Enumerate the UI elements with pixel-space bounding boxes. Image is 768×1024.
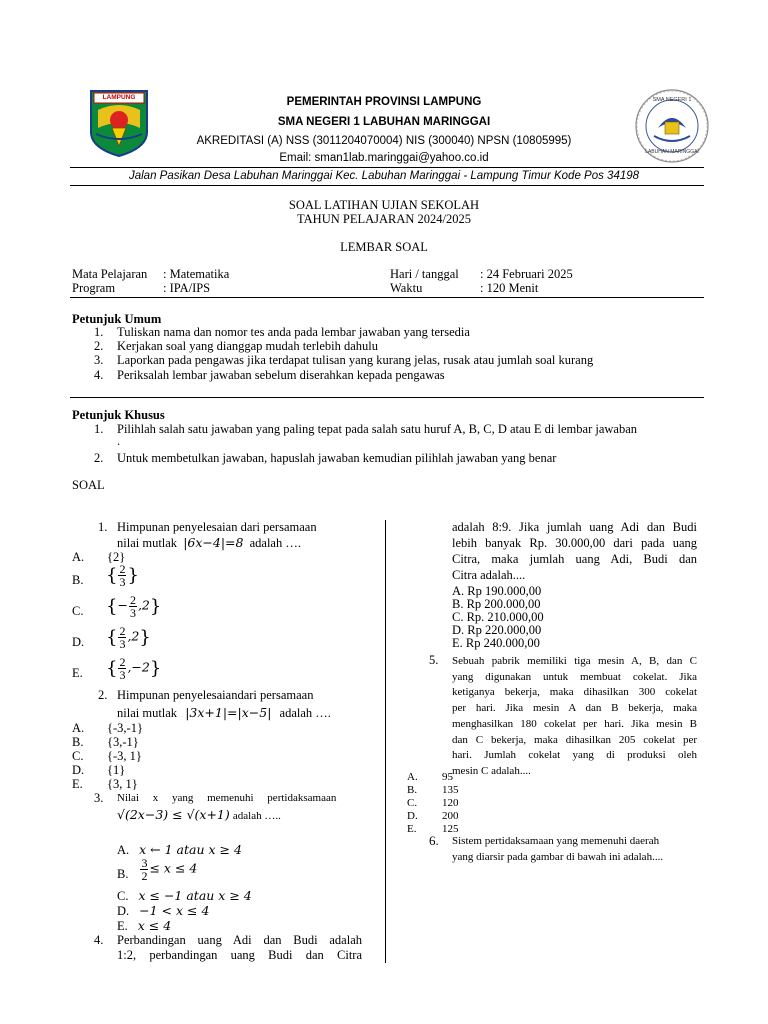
q4-line5: Citra, maka jumlah uang Adi, Budi dan	[452, 552, 697, 566]
q1-option-e-letter: E.	[72, 666, 83, 680]
letterhead-school: SMA NEGERI 1 LABUHAN MARINGGAI	[277, 116, 491, 128]
list-item: B. 135	[407, 784, 459, 796]
q1-option-a-letter: A.	[72, 550, 85, 564]
time-value: : 120 Menit	[480, 281, 539, 295]
school-emblem-text-top: SMA NEGERI 1	[652, 97, 692, 103]
list-item: A. Rp 190.000,00	[452, 584, 542, 598]
letterhead-top-rule	[70, 167, 704, 168]
q6-line1: Sistem pertidaksamaan yang memenuhi daerah	[452, 835, 660, 847]
q1-number: 1.	[98, 520, 108, 534]
q2-line2: nilai mutlak |3x+1|=|x−5| adalah ….	[117, 705, 331, 720]
q1-line1: Himpunan penyelesaian dari persamaan	[117, 520, 317, 534]
special-instructions-title: Petunjuk Khusus	[72, 408, 165, 422]
q6-line2: yang diarsir pada gambar di bawah ini adalah....	[452, 851, 664, 863]
q5-number: 5.	[429, 653, 439, 667]
program-value: : IPA/IPS	[163, 281, 211, 295]
q2-equation: |3x+1|=|x−5|	[185, 705, 272, 720]
instructions-rule	[70, 397, 704, 398]
q3-option-d: D. −1 < x ≤ 4	[117, 903, 210, 918]
letterhead-email: Email: sman1lab.maringgai@yahoo.co.id	[279, 152, 489, 164]
q1-option-b-letter: B.	[72, 573, 84, 587]
list-item: A. {-3,-1}	[72, 721, 143, 735]
q1-option-c: {− $\frac{2}{3}$ ,2}	[106, 593, 162, 620]
time-label: Waktu	[390, 281, 423, 295]
subject-label: Mata Pelajaran	[72, 267, 148, 281]
date-value: : 24 Februari 2025	[480, 267, 573, 281]
q1-line2: nilai mutlak |6x−4|=8 adalah ….	[117, 535, 301, 550]
list-item: B. {3,-1}	[72, 735, 139, 749]
sheet-title: LEMBAR SOAL	[340, 240, 428, 254]
q4-line4: lebih banyak Rp. 30.000,00 dari pada uang	[452, 536, 697, 550]
q3-line1: Nilai x yang memenuhi pertidaksamaan	[117, 792, 337, 804]
list-item: D. 200	[407, 810, 459, 822]
letterhead-province: PEMERINTAH PROVINSI LAMPUNG	[286, 96, 482, 108]
list-item: C. Rp. 210.000,00	[452, 610, 544, 624]
exam-year: TAHUN PELAJARAN 2024/2025	[297, 212, 471, 226]
program-label: Program	[72, 281, 116, 295]
letterhead-bottom-rule	[70, 185, 704, 186]
general-instructions-title: Petunjuk Umum	[72, 312, 162, 326]
list-item: C. {-3, 1}	[72, 749, 142, 763]
list-item: E. 125	[407, 823, 459, 835]
q1-option-e: { $\frac{2}{3}$ ,−2}	[106, 655, 162, 682]
q5-text: Sebuah pabrik memiliki tiga mesin A, B, dan C yang digunakan untuk membuat cokelat. Jika ketiganya bekerja, maka dihasilkan 300 cokelat per hari. Jika mesin A dan B bekerja, maka menghasilkan 180 cokelat per hari. Jika mesin B dan C bekerja, maka dihasilkan 205 cokelat per hari. Jumlah cokelat yang di produksi oleh mesin C adalah....	[452, 655, 697, 777]
list-item: A. 95	[407, 771, 453, 783]
q1-option-c-letter: C.	[72, 604, 84, 618]
q4-line1: Perbandingan uang Adi dan Budi adalah	[117, 933, 362, 947]
q3-line2: √(2x−3) ≤ √(x+1) adalah …..	[117, 807, 281, 822]
q1-equation: |6x−4|=8	[183, 535, 244, 550]
list-item: D. {1}	[72, 763, 126, 777]
list-item: D. Rp 220.000,00	[452, 623, 542, 637]
q2-number: 2.	[98, 688, 108, 702]
list-item: E. {3, 1}	[72, 777, 138, 791]
q4-line2: 1:2, perbandingan uang Budi dan Citra	[117, 948, 362, 962]
q1-option-a: {2}	[107, 550, 126, 564]
exam-title: SOAL LATIHAN UJIAN SEKOLAH	[288, 198, 480, 212]
q3-number: 3.	[94, 791, 104, 805]
list-item: E. Rp 240.000,00	[452, 636, 540, 650]
list-item: B. Rp 200.000,00	[452, 597, 541, 611]
q3-option-c: C. x ≤ −1 atau x ≥ 4	[117, 888, 252, 903]
q6-number: 6.	[429, 833, 439, 848]
q3-option-a: A. x ← 1 atau x ≥ 4	[117, 842, 242, 857]
letterhead-address: Jalan Pasikan Desa Labuhan Maringgai Kec. Labuhan Maringgai - Lampung Timur Kode Pos 34198	[128, 170, 640, 182]
date-label: Hari / tanggal	[390, 267, 459, 281]
letterhead-accreditation: AKREDITASI (A) NSS (3011204070004) NIS (300040) NPSN (10805995)	[196, 135, 572, 147]
stray-dot: .	[117, 434, 121, 448]
q4-number: 4.	[94, 933, 104, 947]
column-divider	[385, 520, 386, 963]
info-rule	[70, 297, 704, 298]
questions-heading: SOAL	[72, 478, 105, 492]
subject-value: : Matematika	[163, 267, 230, 281]
q4-line6: Citra adalah....	[452, 568, 526, 582]
q4-line3: adalah 8:9. Jika jumlah uang Adi dan Budi	[452, 520, 697, 534]
q2-line1: Himpunan penyelesaiandari persamaan	[117, 688, 314, 702]
q3-inequality: √(2x−3) ≤ √(x+1)	[117, 807, 230, 822]
q3-option-b: B. $\frac{3}{2}$ ≤ x ≤ 4	[117, 856, 198, 883]
q1-option-d: { $\frac{2}{3}$ ,2}	[106, 624, 151, 651]
q1-option-b: { $\frac{2}{3}$ }	[106, 562, 139, 589]
list-item: C. 120	[407, 797, 459, 809]
school-emblem-text-bottom: LABUHAN MARINGGAI	[645, 149, 699, 155]
q3-option-e: E. x ≤ 4	[117, 918, 172, 933]
emblem-caption: LAMPUNG	[102, 94, 136, 101]
q1-option-d-letter: D.	[72, 635, 85, 649]
